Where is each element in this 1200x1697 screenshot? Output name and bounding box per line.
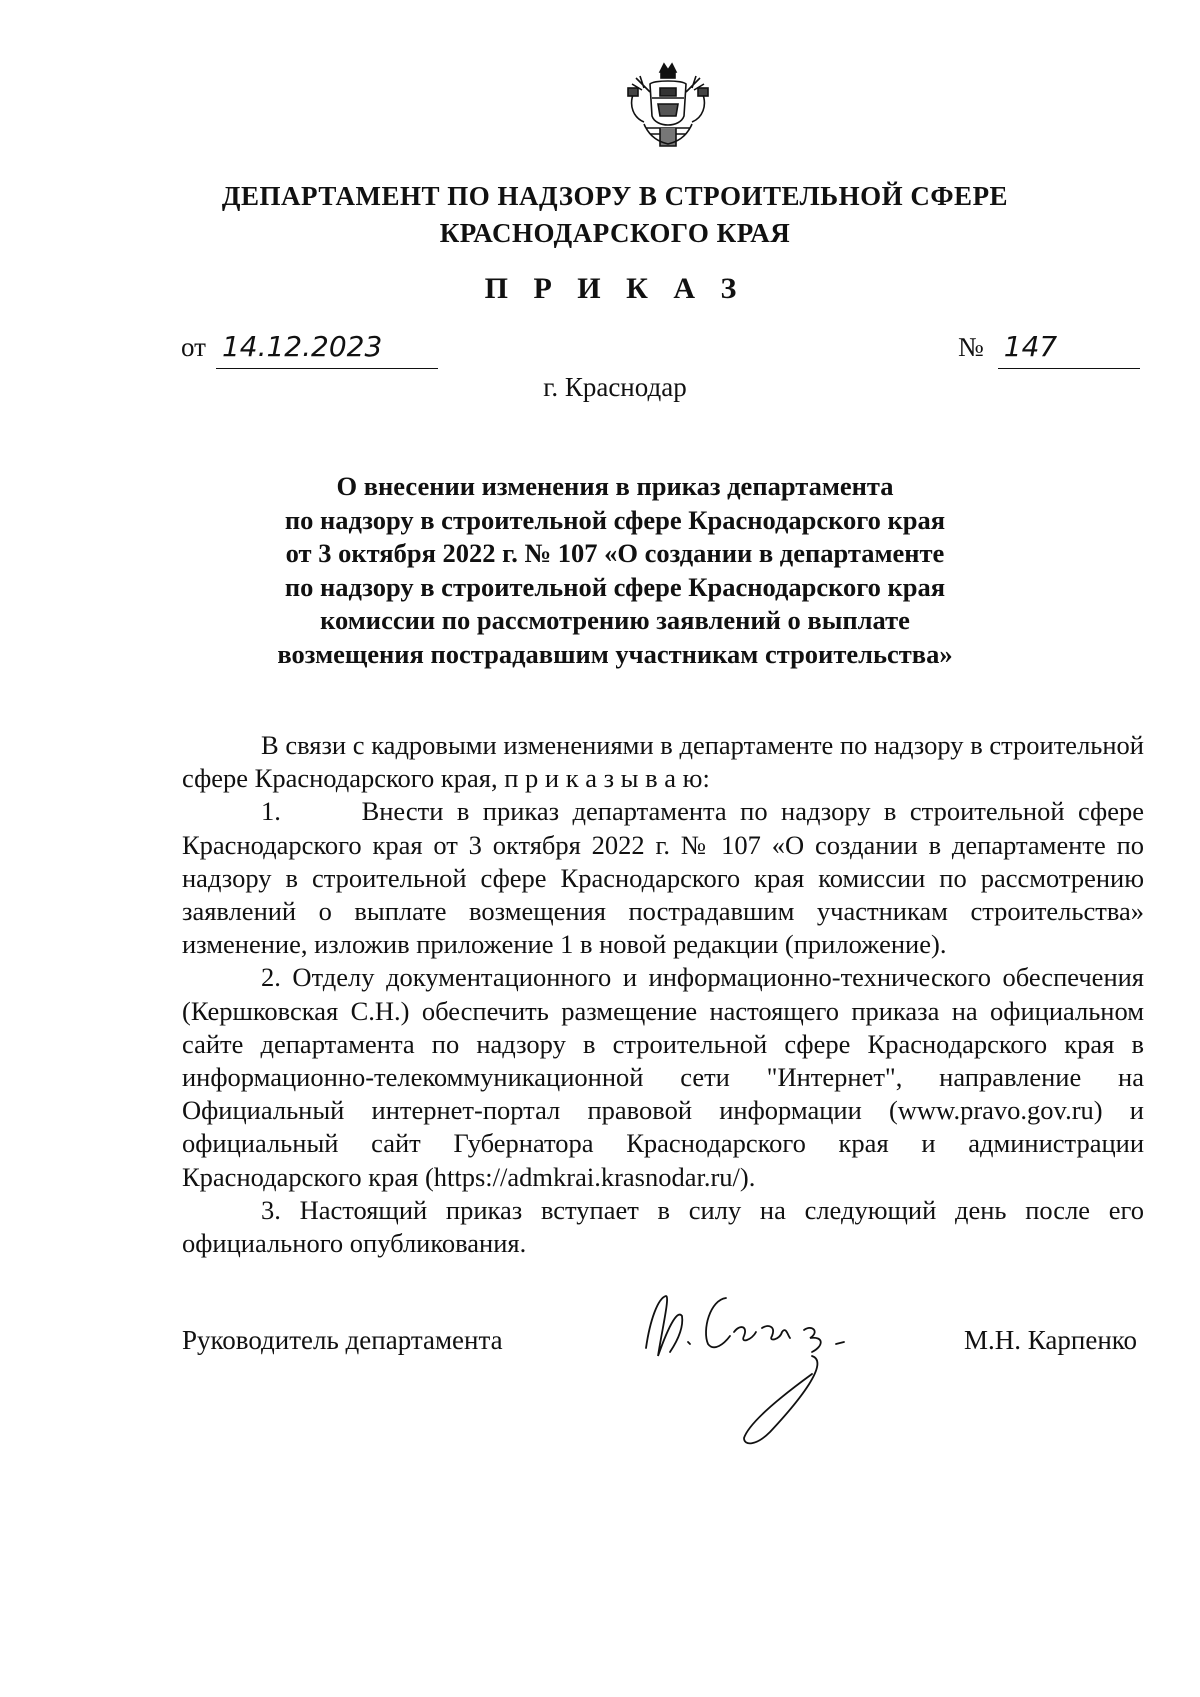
order-title: П Р И К А З [484, 272, 746, 305]
signer-title: Руководитель департамента [182, 1325, 503, 1355]
number-prefix: № [958, 332, 984, 362]
signer-name: М.Н. Карпенко [964, 1325, 1138, 1355]
subject-line: по надзору в строительной сфере Краснодарского края [284, 571, 946, 602]
subject-line: по надзору в строительной сфере Краснодарского края [284, 504, 946, 535]
subject-line: О внесении изменения в приказ департамента [336, 471, 894, 501]
department-name-line-2: КРАСНОДАРСКОГО КРАЯ [439, 218, 791, 248]
coat-of-arms-icon [620, 58, 716, 154]
order-number: 147 [998, 330, 1140, 369]
order-number-block [958, 330, 1140, 369]
handwritten-signature-icon [640, 1270, 880, 1460]
body-item-3: 3. Настоящий приказ вступает в силу на следующий день после его официального опубликования. [182, 1194, 1144, 1259]
city: г. Краснодар [543, 372, 687, 402]
body-item-2: 2. Отделу документационного и информационно-технического обеспечения (Кершковская С.Н.) обеспечить размещение настоящего приказа на официальном сайте департамента по надзору в строительной сфере Краснодарского края в информационно-телекоммуникационной сети "Интернет", направление на Официальный интернет-портал правовой информации (www.pravo.gov.ru) и официальный сайт Губернатора Краснодарского края и администрации Краснодарского края (https://admkrai.krasnodar.ru/). [182, 962, 1144, 1192]
department-header [180, 178, 1050, 252]
subject-line: от 3 октября 2022 г. № 107 «О создании в департаменте [285, 538, 945, 568]
order-body [182, 729, 1144, 1260]
body-item-1: 1. Внести в приказ департамента по надзору в строительной сфере Краснодарского края от 3 октября 2022 г. № 107 «О создании в департаменте по надзору в строительной сфере Краснодарского края комиссии по рассмотрению заявлений о выплате возмещения пострадавшим участникам строительства» изменение, изложив приложение 1 в новой редакции (приложение). [182, 796, 1144, 960]
subject-line: комиссии по рассмотрению заявлений о выплате [320, 605, 910, 635]
body-intro: В связи с кадровыми изменениями в департаменте по надзору в строительной сфере Краснодарского края, п р и к а з ы в а ю: [182, 730, 1144, 794]
department-name-line-1: ДЕПАРТАМЕНТ ПО НАДЗОРУ В СТРОИТЕЛЬНОЙ СФЕРЕ [221, 181, 1009, 211]
order-subject [230, 470, 1000, 671]
order-date: 14.12.2023 [216, 330, 438, 369]
subject-line: возмещения пострадавшим участникам строительства» [277, 638, 953, 669]
date-prefix: от [181, 332, 206, 362]
order-date-block [181, 330, 438, 369]
